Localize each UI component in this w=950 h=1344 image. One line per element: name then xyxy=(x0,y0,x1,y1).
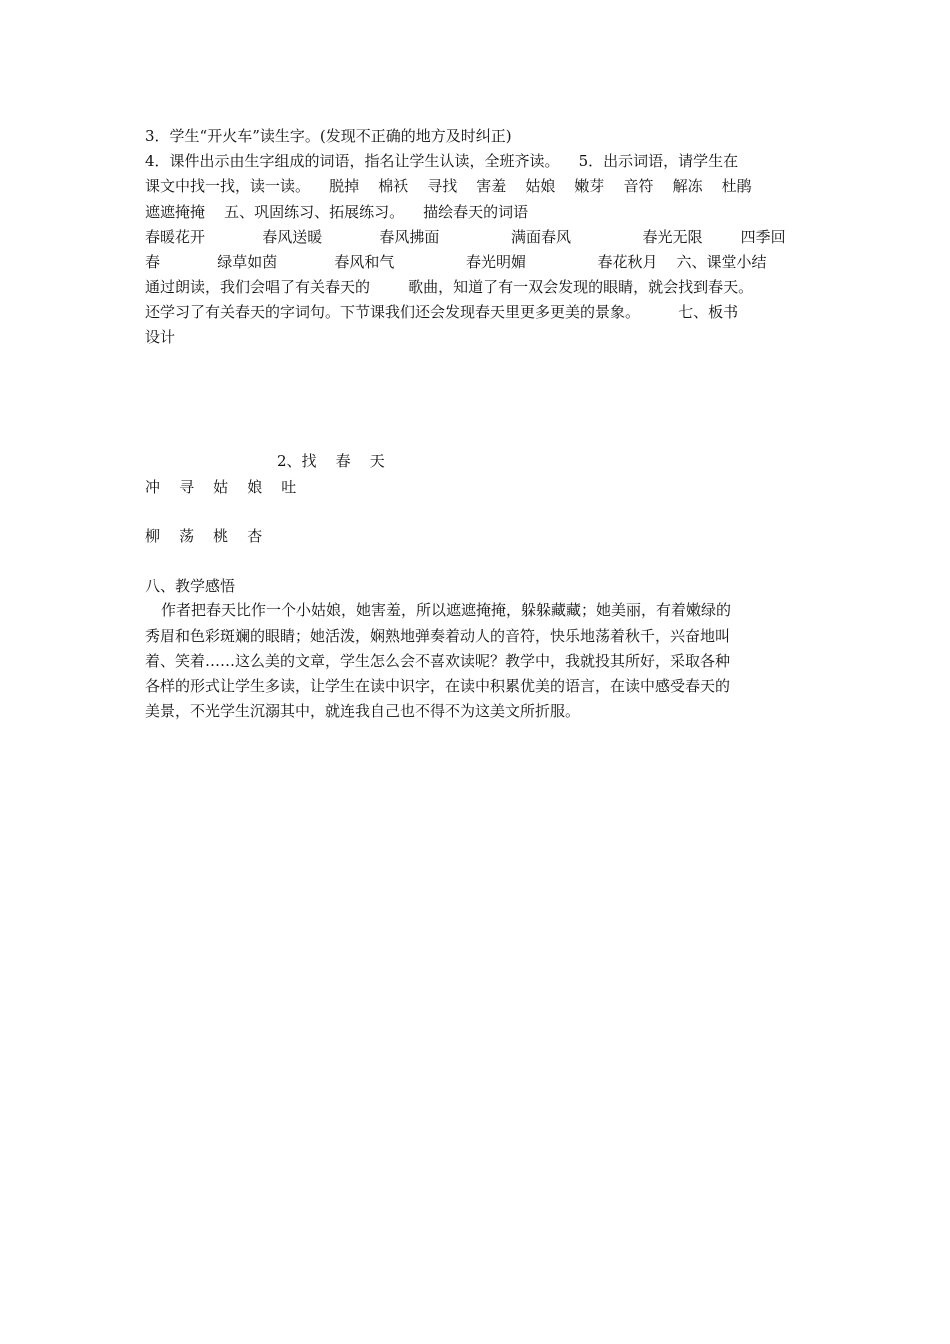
text-line-5: 春暖花开 春风送暖 春风拂面 满面春风 春光无限 四季回 xyxy=(145,228,786,246)
text-line-6: 春 绿草如茵 春风和气 春光明媚 春花秋月 六、课堂小结 xyxy=(145,253,767,271)
board-title: 2、找 春 天 xyxy=(277,452,385,470)
text-line-1: 3．学生“开火车”读生字。(发现不正确的地方及时纠正) xyxy=(145,127,512,145)
text-line-8: 还学习了有关春天的字词句。下节课我们还会发现春天里更多更美的景象。 七、板书 xyxy=(145,303,739,321)
text-line-9: 设计 xyxy=(145,328,176,346)
board-row-2: 柳 荡 桃 杏 xyxy=(145,527,263,545)
reflection-line-3: 着、笑着……这么美的文章，学生怎么会不喜欢读呢？教学中，我就投其所好，采取各种 xyxy=(145,652,731,670)
board-row-1: 冲 寻 姑 娘 吐 xyxy=(145,478,297,496)
text-line-7: 通过朗读，我们会唱了有关春天的 歌曲，知道了有一双会发现的眼睛，就会找到春天。 xyxy=(145,278,754,296)
reflection-line-5: 美景，不光学生沉溺其中，就连我自己也不得不为这美文所折服。 xyxy=(145,702,581,720)
reflection-line-1: 作者把春天比作一个小姑娘，她害羞，所以遮遮掩掩，躲躲藏藏；她美丽，有着嫩绿的 xyxy=(161,601,732,619)
reflection-line-2: 秀眉和色彩斑斓的眼睛；她活泼，娴熟地弹奏着动人的音符，快乐地荡着秋千，兴奋地叫 xyxy=(145,627,731,645)
text-line-2: 4．课件出示由生字组成的词语，指名让学生认读，全班齐读。 5．出示词语，请学生在 xyxy=(145,152,739,170)
text-line-3: 课文中找一找，读一读。 脱掉 棉袄 寻找 害羞 姑娘 嫩芽 音符 解冻 杜鹃 xyxy=(145,177,752,195)
reflection-heading: 八、教学感悟 xyxy=(145,577,236,595)
reflection-line-4: 各样的形式让学生多读，让学生在读中识字，在读中积累优美的语言，在读中感受春天的 xyxy=(145,677,731,695)
text-line-4: 遮遮掩掩 五、巩固练习、拓展练习。 描绘春天的词语 xyxy=(145,203,529,221)
